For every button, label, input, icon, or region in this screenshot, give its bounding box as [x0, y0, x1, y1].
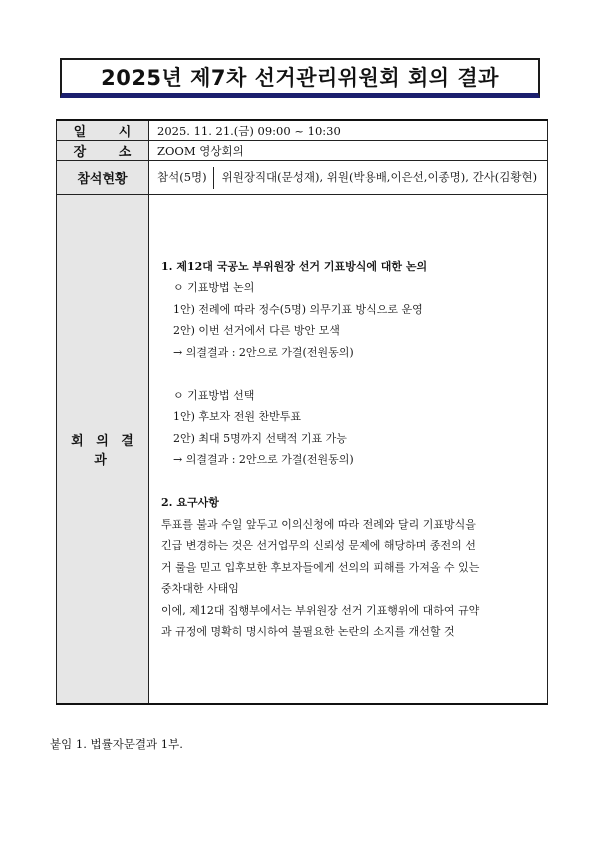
sub1-title: ㅇ 기표방법 논의: [173, 281, 255, 294]
row-attendance: [57, 161, 548, 195]
attendance-members: 위원장직대(문성재), 위원(박용배,이은선,이종명), 간사(김황현): [221, 169, 538, 184]
row-place: [57, 141, 548, 161]
value-attendance: [149, 161, 548, 195]
sub2-option1: 1안) 후보자 전원 찬반투표: [173, 410, 302, 423]
sub1-option2: 2안) 이번 선거에서 다른 방안 모색: [173, 324, 340, 337]
meeting-result-table: [56, 119, 548, 705]
para2-line2: 과 규정에 명확히 명시하여 불필요한 논란의 소지를 개선할 것: [161, 625, 455, 638]
attendance-count: 참석(5명): [157, 169, 207, 184]
para1-line3: 거 룰을 믿고 입후보한 후보자들에게 선의의 피해를 가져올 수 있는: [161, 560, 480, 574]
value-date: 2025. 11. 21.(금) 09:00 ~ 10:30: [149, 120, 548, 141]
para2-line1: 이에, 제12대 집행부에서는 부위원장 선거 기표행위에 대하여 규약: [161, 603, 480, 617]
para1-line2: 긴급 변경하는 것은 선거업무의 신뢰성 문제에 해당하며 종전의 선: [161, 539, 476, 552]
value-place: ZOOM 영상회의: [149, 141, 548, 161]
sub2-option2: 2안) 최대 5명까지 선택적 기표 가능: [173, 431, 347, 445]
result-content-cell: [149, 195, 548, 705]
label-date: 일 시: [57, 120, 149, 141]
row-result: [57, 195, 548, 705]
para1-line1: 투표를 불과 수일 앞두고 이의신청에 따라 전례와 달리 기표방식을: [161, 517, 476, 531]
document-title: 2025년 제7차 선거관리위원회 회의 결과: [101, 65, 499, 90]
result-content: [149, 256, 547, 643]
attachment-note: 붙임 1. 법률자문결과 1부.: [50, 737, 183, 751]
label-result: 회 의 결 과: [57, 195, 149, 705]
sub2-result: → 의결결과 : 2안으로 가결(전원동의): [173, 453, 354, 466]
label-attendance: 참석현황: [57, 161, 149, 195]
para1-line4: 중차대한 사태임: [161, 582, 239, 595]
row-date: [57, 120, 548, 141]
label-place: 장 소: [57, 141, 149, 161]
section1-title: 1. 제12대 국공노 부위원장 선거 기표방식에 대한 논의: [161, 259, 428, 273]
document-title-box: [60, 58, 540, 98]
sub1-option1: 1안) 전례에 따라 정수(5명) 의무기표 방식으로 운영: [173, 302, 423, 316]
sub2-title: ㅇ 기표방법 선택: [173, 388, 255, 402]
section2-title: 2. 요구사항: [161, 496, 219, 509]
sub1-result: → 의결결과 : 2안으로 가결(전원동의): [173, 345, 354, 359]
